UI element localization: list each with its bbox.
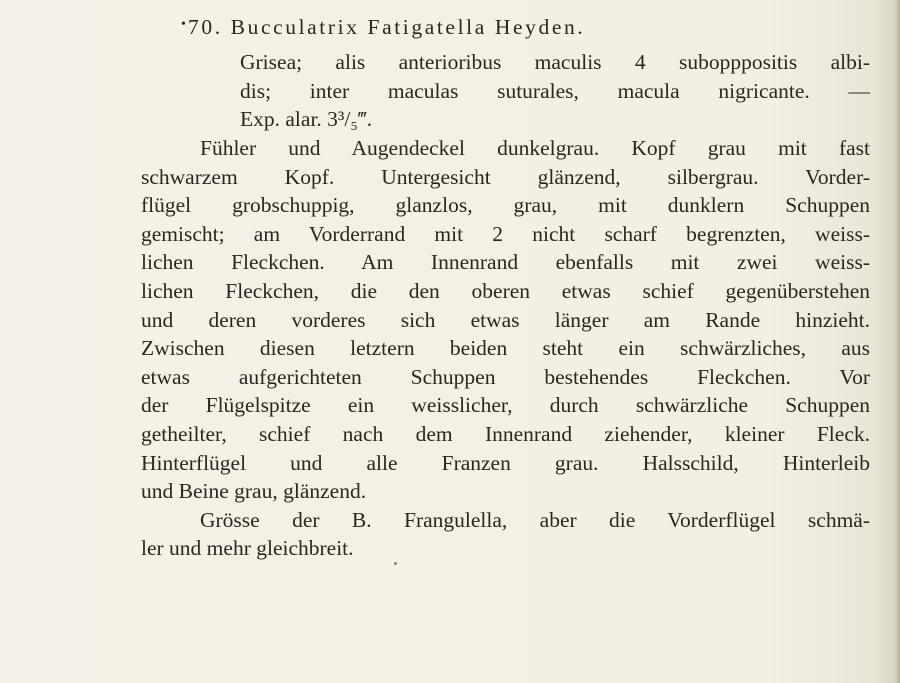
body-line: getheilter, schief nach dem Innenrand ziehender, kleiner Fleck. <box>141 421 870 446</box>
body-line: der Flügelspitze ein weisslicher, durch schwärzliche Schuppen <box>141 393 870 418</box>
body-line: gemischt; am Vorderrand mit 2 nicht scharf begrenzten, weiss- <box>141 221 870 246</box>
latin-line: Grisea; alis anterioribus maculis 4 subopppositis albi- <box>240 50 870 74</box>
body-line: etwas aufgerichteten Schuppen bestehendes Fleckchen. Vor <box>141 364 870 389</box>
latin-line: dis; inter maculas suturales, macula nigricante. — <box>240 78 870 103</box>
body-line: ler und mehr gleichbreit. <box>141 536 354 561</box>
body-line: Fühler und Augendeckel dunkelgrau. Kopf grau mit fast <box>200 136 870 160</box>
body-line: flügel grobschuppig, glanzlos, grau, mit dunklern Schuppen <box>141 193 870 218</box>
body-line: lichen Fleckchen, die den oberen etwas schief gegenüberstehen <box>141 278 870 303</box>
body-line: und deren vorderes sich etwas länger am Rande hinzieht. <box>141 307 870 332</box>
description-body <box>141 134 870 563</box>
body-line: Grösse der B. Frangulella, aber die Vorderflügel schmä- <box>200 507 870 532</box>
body-line: und Beine grau, glänzend. <box>141 479 367 504</box>
page-edge-shadow <box>894 0 900 683</box>
species-heading <box>181 14 586 40</box>
bullet-marker: • <box>181 17 186 32</box>
body-line: Hinterflügel und alle Franzen grau. Halsschild, Hinterleib <box>141 450 870 475</box>
body-line: schwarzem Kopf. Untergesicht glänzend, silbergrau. Vorder- <box>141 164 870 189</box>
body-line: Zwischen diesen letztern beiden steht ein schwärzliches, aus <box>141 336 870 361</box>
species-heading-text: 70. Bucculatrix Fatigatella Heyden. <box>188 15 586 39</box>
page-speck <box>394 562 397 565</box>
latin-diagnosis <box>240 48 870 134</box>
body-line: lichen Fleckchen. Am Innenrand ebenfalls mit zwei weiss- <box>141 250 870 275</box>
latin-line: Exp. alar. 3³/₅‴. <box>240 107 373 131</box>
